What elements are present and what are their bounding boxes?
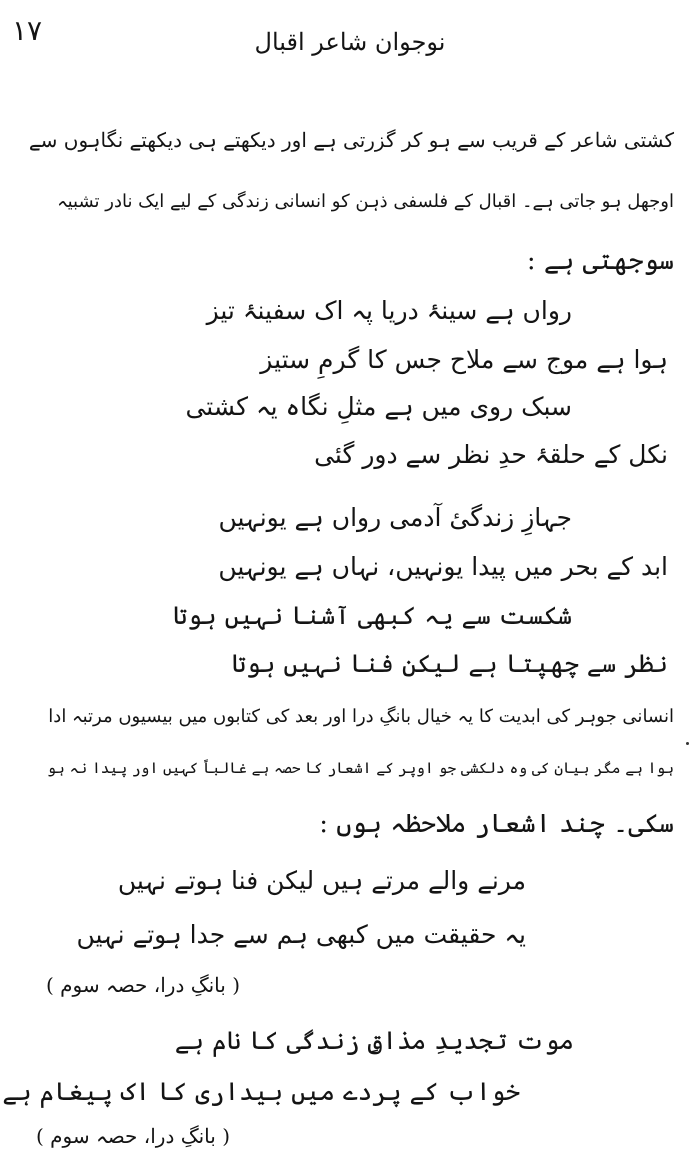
verse-line: رواں ہے سینۂ دریا پہ اک سفینۂ تیز xyxy=(206,296,572,325)
source-reference: ( بانگِ درا، حصہ سوم ) xyxy=(46,973,240,997)
verse-line: خواب کے پردے میں بیداری کا اک پیغام ہے xyxy=(2,1077,520,1106)
verse-line: جہازِ زندگیٔ آدمی رواں ہے یونہیں xyxy=(218,503,572,532)
ink-speck xyxy=(686,742,689,745)
verse-line: مرنے والے مرتے ہیں لیکن فنا ہوتے نہیں xyxy=(117,866,526,895)
verse-line: نکل کے حلقۂ حدِ نظر سے دور گئی xyxy=(314,440,668,469)
verse-line: ابد کے بحر میں پیدا یونہیں، نہاں ہے یونہیں xyxy=(218,552,668,581)
verse-line: سبک روی میں ہے مثلِ نگاہ یہ کشتی xyxy=(185,392,572,421)
paragraph-1-line: اوجھل ہو جاتی ہے۔ اقبال کے فلسفی ذہن کو انسانی زندگی کے لیے ایک نادر تشبیہ xyxy=(57,191,674,212)
running-head: نوجوان شاعر اقبال xyxy=(254,28,446,56)
page-number: ۱۷ xyxy=(12,14,43,47)
verse-line: موت تجدیدِ مذاقِ زندگی کا نام ہے xyxy=(174,1026,574,1055)
paragraph-2-line: سکی۔ چند اشعار ملاحظہ ہوں : xyxy=(319,809,674,839)
verse-line: نظر سے چھپتا ہے لیکن فنا نہیں ہوتا xyxy=(231,649,668,678)
source-reference: ( بانگِ درا، حصہ سوم ) xyxy=(36,1124,230,1148)
paragraph-2-line: انسانی جوہر کی ابدیت کا یہ خیال بانگِ درا اور بعد کی کتابوں میں بیسیوں مرتبہ ادا xyxy=(48,706,674,727)
verse-line: ہوا ہے موج سے ملاح جس کا گرمِ ستیز xyxy=(260,345,668,374)
paragraph-1-line: کشتی شاعر کے قریب سے ہو کر گزرتی ہے اور دیکھتے ہی دیکھتے نگاہوں سے xyxy=(28,128,674,152)
paragraph-2-line: ہوا ہے مگر بیان کی وہ دلکشی جو اوپر کے اشعار کا حصہ ہے غالباً کہیں اور پیدا نہ ہو xyxy=(47,759,674,777)
paragraph-1-line: سوجھتی ہے : xyxy=(526,246,674,276)
verse-line: یہ حقیقت میں کبھی ہم سے جدا ہوتے نہیں xyxy=(76,920,526,949)
verse-line: شکست سے یہ کبھی آشنا نہیں ہوتا xyxy=(172,601,572,630)
